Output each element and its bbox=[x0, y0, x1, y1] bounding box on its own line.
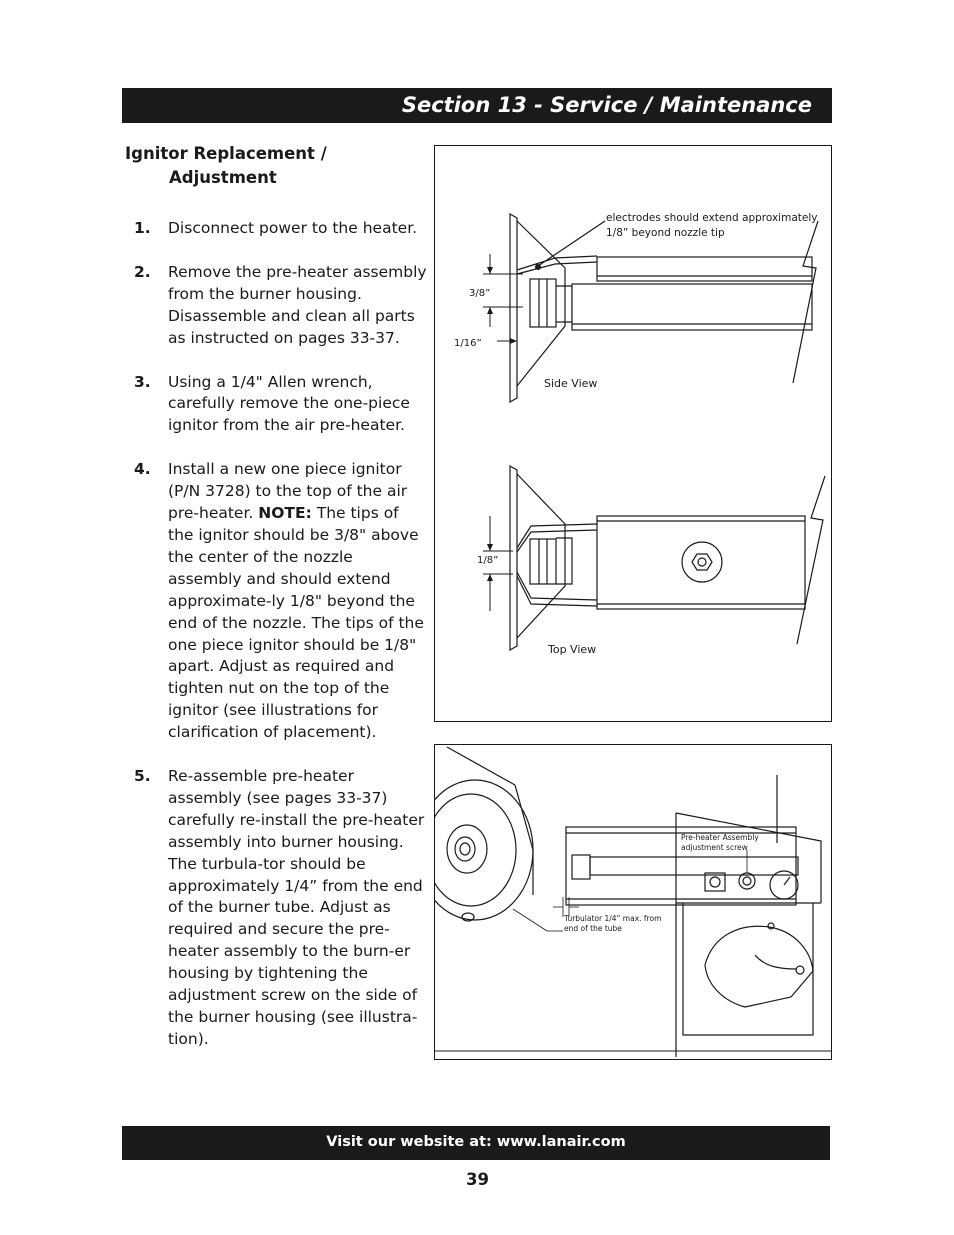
step-item bbox=[124, 766, 428, 1051]
step-number: 5. bbox=[134, 767, 151, 786]
footer-bar bbox=[122, 1126, 830, 1160]
step-number: 1. bbox=[134, 219, 151, 237]
website-link[interactable]: Visit our website at: www.lanair.com bbox=[326, 1134, 626, 1150]
step-item bbox=[124, 262, 428, 350]
step-number: 4. bbox=[134, 460, 151, 479]
step-text-part: Install a new one piece ignitor (P/N 3728) to the top of the air pre-heater. bbox=[168, 460, 408, 523]
turbulator-label-line-2: end of the tube bbox=[564, 924, 622, 933]
burner-housing-diagram bbox=[434, 744, 832, 1060]
step-text-part: The tips of the ignitor should be 3/8" above the center of the nozzle assembly and should extend approximate-ly 1/8" beyond the end of the nozzle. The tips of the one piece ignitor should be 1/8" apart. Adjust as required and tighten nut on the top of the ignitor (see illustrations for clarification of placement). bbox=[168, 504, 424, 742]
step-text: Using a 1/4" Allen wrench, carefully remove the one-piece ignitor from the air pre-heater. bbox=[168, 372, 410, 435]
dimension-1-8: 1/8” bbox=[477, 555, 499, 566]
step-item bbox=[124, 372, 428, 438]
step-number: 3. bbox=[134, 372, 151, 391]
callout-line-1: electrodes should extend approximately bbox=[606, 212, 818, 224]
step-text: Disconnect power to the heater. bbox=[168, 219, 418, 237]
turbulator-label-line-1: Turbulator 1/4” max. from bbox=[564, 914, 662, 923]
steps-list bbox=[124, 218, 428, 1073]
callout-line-2: 1/8” beyond nozzle tip bbox=[606, 227, 725, 239]
step-text bbox=[168, 459, 428, 744]
section-heading bbox=[125, 142, 385, 190]
top-view-label: Top View bbox=[548, 643, 597, 656]
step-text: Re-assemble pre-heater assembly (see pages 33-37) carefully re-install the pre-heater assembly into burner housing. The turbula-tor should be approximately 1/4” from the end of the burner tube. Adjust as required and secure the pre-heater assembly to the burn-er housing by tightening the adjustment screw on the side of the burner housing (see illustra-tion). bbox=[168, 767, 425, 1048]
heading-line-2: Adjustment bbox=[169, 168, 277, 187]
dimension-3-8: 3/8” bbox=[469, 288, 491, 299]
ignitor-diagram-svg bbox=[435, 146, 831, 721]
burner-housing-svg bbox=[435, 745, 831, 1059]
step-item bbox=[124, 459, 428, 744]
ignitor-diagram bbox=[434, 145, 832, 722]
electrode-tip-dot bbox=[535, 264, 541, 270]
preheater-label-line-1: Pre-heater Assembly bbox=[681, 833, 759, 842]
step-number: 2. bbox=[134, 262, 151, 281]
page-number: 39 bbox=[466, 1170, 489, 1189]
note-label: NOTE: bbox=[258, 504, 312, 523]
header-bar bbox=[122, 88, 832, 123]
dimension-1-16: 1/16” bbox=[454, 338, 482, 349]
page-title: Section 13 - Service / Maintenance bbox=[401, 93, 812, 117]
heading-line-1: Ignitor Replacement / bbox=[125, 144, 327, 163]
preheater-label-line-2: adjustment screw bbox=[681, 843, 748, 852]
side-view-label: Side View bbox=[544, 377, 598, 390]
step-text: Remove the pre-heater assembly from the burner housing. Disassemble and clean all parts as instructed on pages 33-37. bbox=[168, 262, 427, 347]
step-item bbox=[124, 218, 428, 240]
